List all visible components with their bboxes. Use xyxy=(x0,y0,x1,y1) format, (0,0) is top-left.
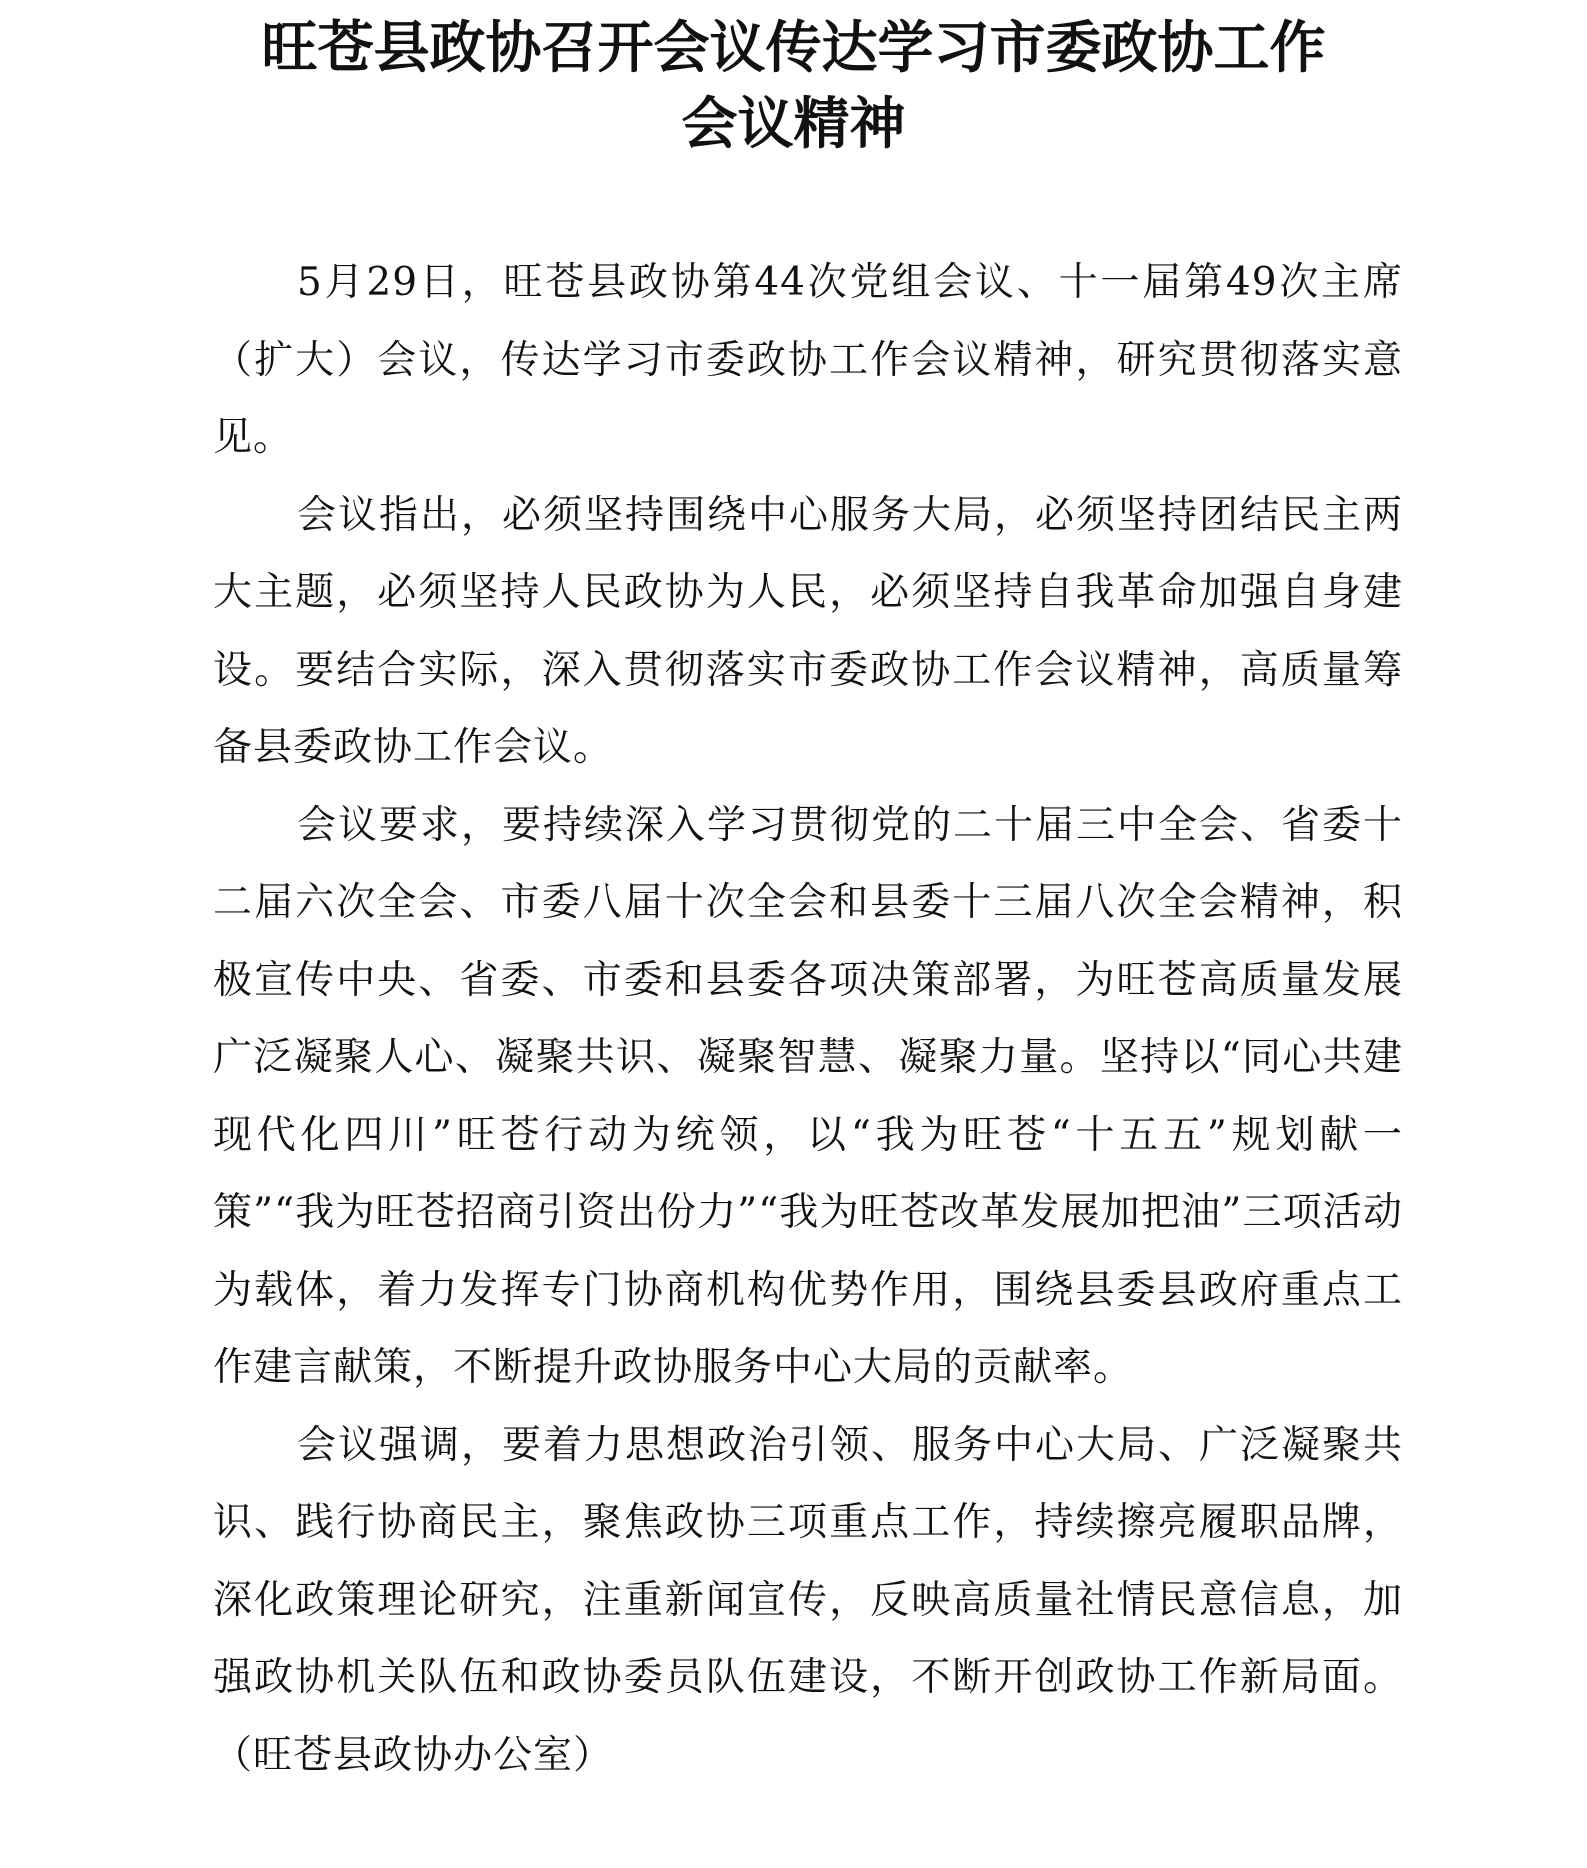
article-body xyxy=(213,244,1403,1794)
paragraph-meeting-requirements: 会议要求，要持续深入学习贯彻党的二十届三中全会、省委十二届六次全会、市委八届十次全会和县委十三届八次全会精神，积极宣传中央、省委、市委和县委各项决策部署，为旺苍高质量发展广泛凝聚人心、凝聚共识、凝聚智慧、凝聚力量。坚持以“同心共建现代化四川”旺苍行动为统领，以“我为旺苍“十五五”规划献一策”“我为旺苍招商引资出份力”“我为旺苍改革发展加把油”三项活动为载体，着力发挥专门协商机构优势作用，围绕县委县政府重点工作建言献策，不断提升政协服务中心大局的贡献率。 xyxy=(213,802,1403,1390)
paragraph-meeting-emphasis: 会议强调，要着力思想政治引领、服务中心大局、广泛凝聚共识、践行协商民主，聚焦政协三项重点工作，持续擦亮履职品牌，深化政策理论研究，注重新闻宣传，反映高质量社情民意信息，加强政协机关队伍和政协委员队伍建设，不断开创政协工作新局面。（旺苍县政协办公室） xyxy=(213,1422,1403,1778)
article-title-line-1: 旺苍县政协召开会议传达学习市委政协工作 xyxy=(261,15,1326,81)
article-title-line-2: 会议精神 xyxy=(681,91,906,157)
paragraph-meeting-intro: 5月29日，旺苍县政协第44次党组会议、十一届第49次主席（扩大）会议，传达学习市委政协工作会议精神，研究贯彻落实意见。 xyxy=(213,260,1403,460)
paragraph-meeting-points: 会议指出，必须坚持围绕中心服务大局，必须坚持团结民主两大主题，必须坚持人民政协为人民，必须坚持自我革命加强自身建设。要结合实际，深入贯彻落实市委政协工作会议精神，高质量筹备县委政协工作会议。 xyxy=(213,492,1403,770)
